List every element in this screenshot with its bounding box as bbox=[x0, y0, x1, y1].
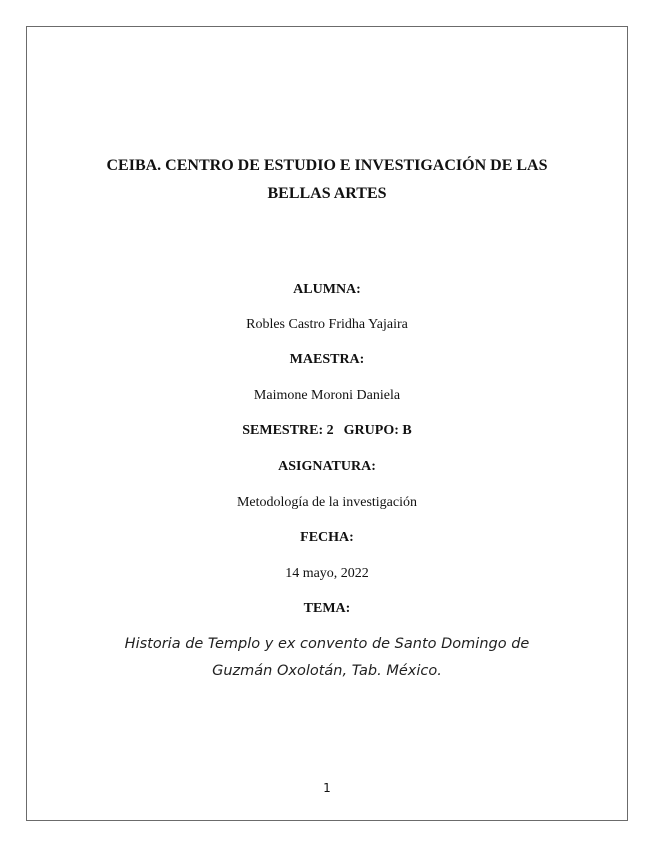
page-number: 1 bbox=[323, 781, 331, 795]
subject-name: Metodología de la investigación bbox=[236, 495, 417, 510]
topic-text bbox=[27, 631, 627, 685]
semester-group-line bbox=[27, 423, 627, 439]
topic-line-1: Historia de Templo y ex convento de Santo Domingo de bbox=[124, 636, 530, 652]
semester-label: SEMESTRE: 2 bbox=[242, 423, 334, 438]
teacher-label: MAESTRA: bbox=[289, 352, 365, 367]
title-line-2: BELLAS ARTES bbox=[267, 185, 387, 202]
teacher-name: Maimone Moroni Daniela bbox=[253, 388, 401, 403]
group-label: GRUPO: B bbox=[343, 423, 412, 438]
student-name: Robles Castro Fridha Yajaira bbox=[246, 317, 408, 332]
title-line-1: CEIBA. CENTRO DE ESTUDIO E INVESTIGACIÓN DE LAS bbox=[106, 157, 548, 174]
topic-line-2: Guzmán Oxolotán, Tab. México. bbox=[212, 663, 442, 679]
document-title bbox=[27, 152, 627, 208]
document-page bbox=[26, 26, 628, 821]
topic-label: TEMA: bbox=[303, 601, 351, 616]
date-label: FECHA: bbox=[300, 530, 354, 545]
date-value: 14 mayo, 2022 bbox=[285, 566, 369, 581]
student-label: ALUMNA: bbox=[293, 282, 361, 297]
subject-label: ASIGNATURA: bbox=[278, 459, 376, 474]
